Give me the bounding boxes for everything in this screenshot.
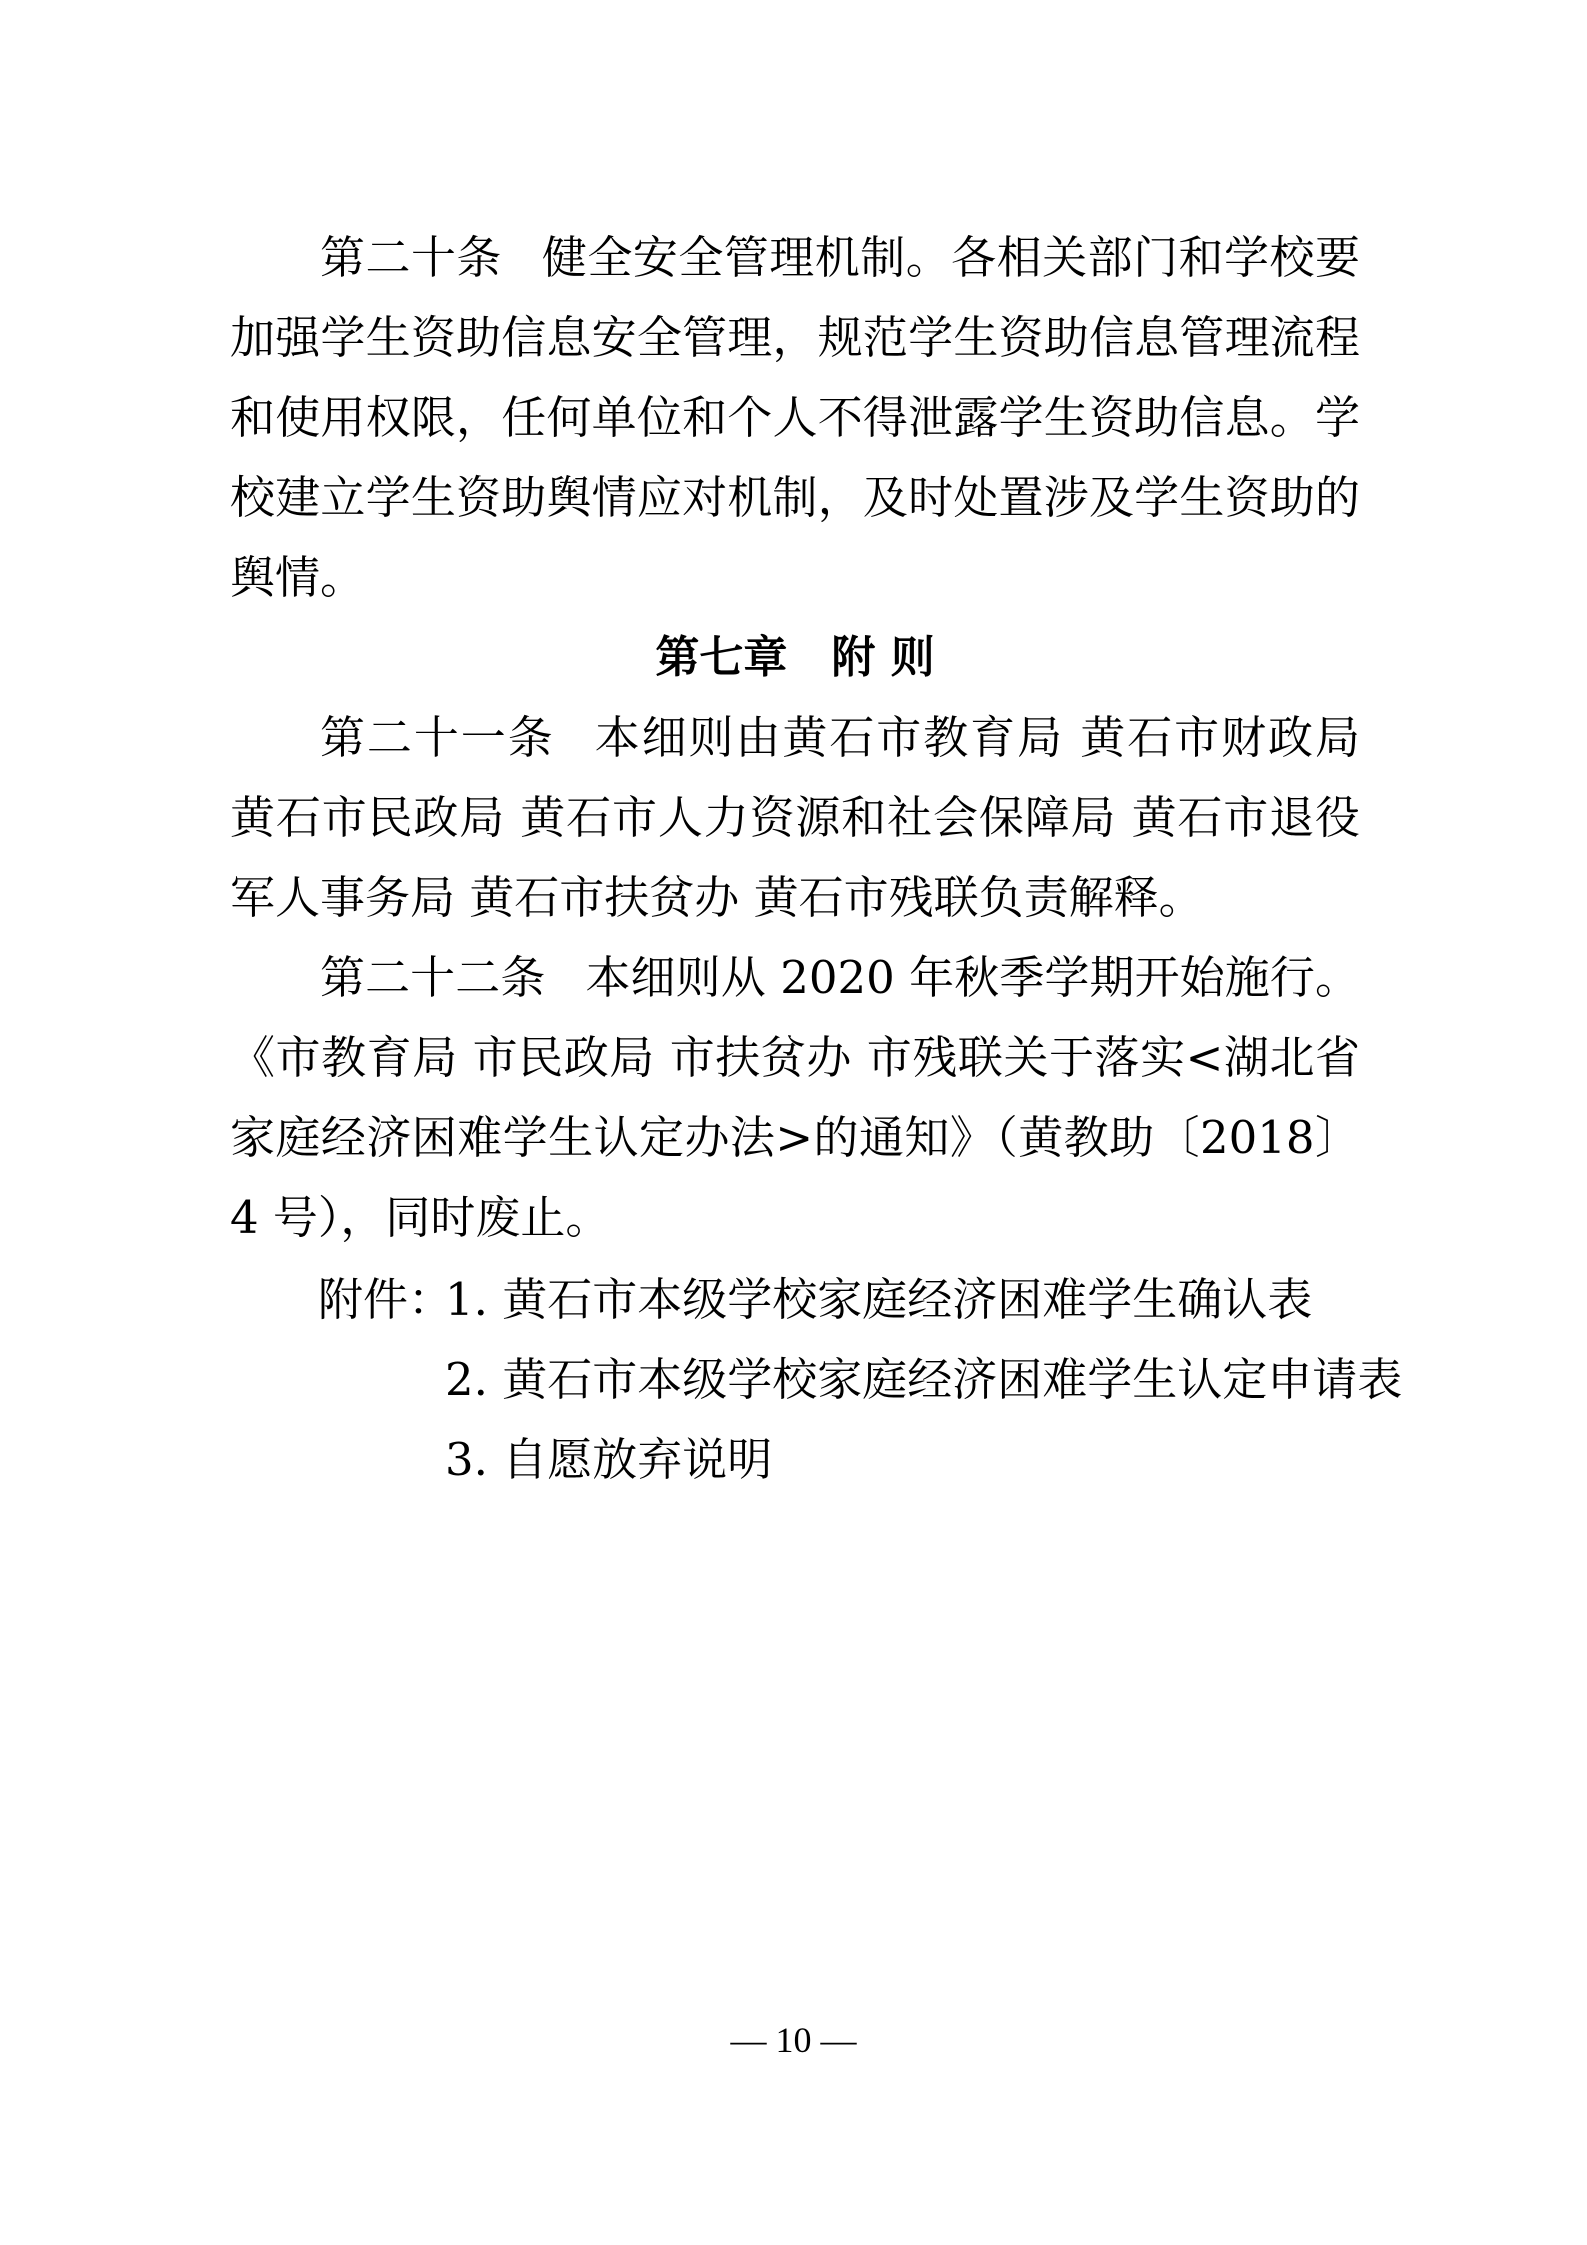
article-number: 第二十条: [320, 231, 502, 284]
document-body: [230, 218, 1360, 1258]
page-number: — 10 —: [730, 2020, 857, 2060]
article-21: [230, 698, 1360, 938]
chapter-number: 第七章: [655, 632, 788, 683]
attachments-label: 附件：: [318, 1273, 454, 1326]
chapter-name: 附 则: [831, 632, 935, 683]
article-20: [230, 218, 1360, 618]
attachments-list: [318, 1260, 1402, 1500]
article-text: 本细则从 2020 年秋季学期开始施行。《市教育局 市民政局 市扶贫办 市残联关于落实<湖北省家庭经济困难学生认定办法>的通知》（黄教助〔2018〕4 号），同时废止。: [230, 951, 1360, 1244]
attachment-title: 1. 黄石市本级学校家庭经济困难学生确认表: [445, 1273, 1313, 1326]
article-number: 第二十二条: [320, 951, 546, 1004]
attachment-title: 3. 自愿放弃说明: [445, 1433, 773, 1486]
article-text: 健全安全管理机制。各相关部门和学校要加强学生资助信息安全管理，规范学生资助信息管理流程和使用权限，任何单位和个人不得泄露学生资助信息。学校建立学生资助舆情应对机制，及时处置涉及学生资助的舆情。: [230, 231, 1360, 604]
chapter-title: [230, 618, 1360, 698]
attachment-item: [318, 1260, 1402, 1340]
article-number: 第二十一条: [320, 711, 555, 764]
article-text: 本细则由黄石市教育局 黄石市财政局 黄石市民政局 黄石市人力资源和社会保障局 黄石市退役军人事务局 黄石市扶贫办 黄石市残联负责解释。: [230, 711, 1360, 924]
attachment-item: [318, 1340, 1402, 1420]
attachment-item: [318, 1420, 1402, 1500]
article-22: [230, 938, 1360, 1258]
attachment-title: 2. 黄石市本级学校家庭经济困难学生认定申请表: [445, 1353, 1403, 1406]
